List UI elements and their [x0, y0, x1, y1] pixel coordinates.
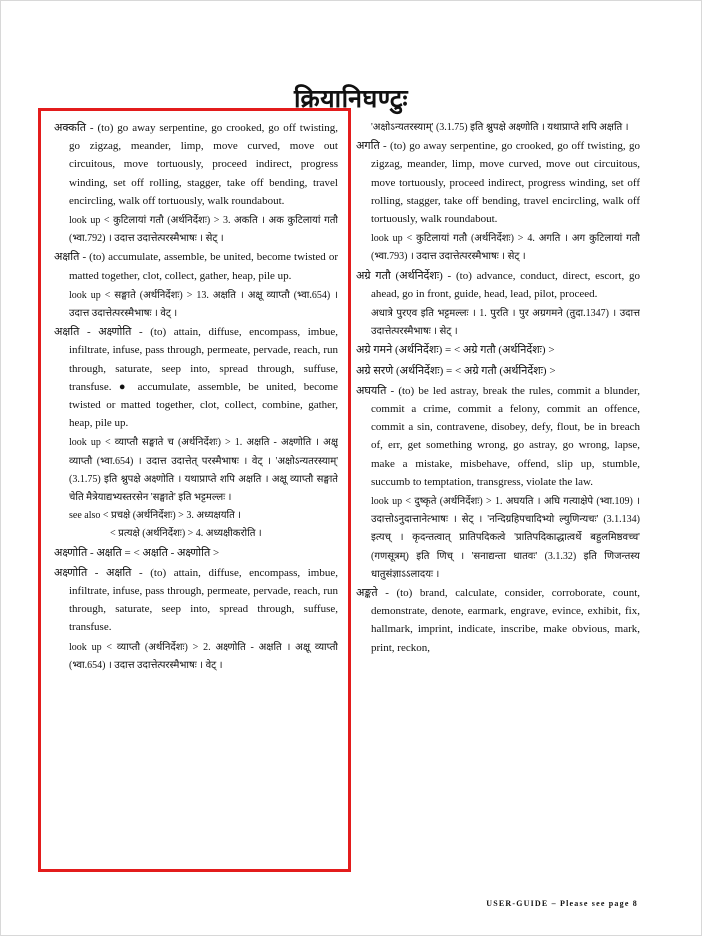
dictionary-entry: अग्रे सरणे (अर्थनिर्देशः) = < अग्रे गतौ (अर्थनिर्देशः) >: [356, 364, 556, 377]
reference-line: look up < कुटिलायां गतौ (अर्थनिर्देशः) > 4. अगति । अग कुटिलायां गतौ (भ्वा.793) । उदात्त उदात्तेत्परस्मैभाषः । सेट् ।: [371, 233, 640, 263]
dictionary-entry: अक्ष्णोति - अक्षति - (to) attain, diffuse, encompass, imbue, infiltrate, infuse, pass through, permeate, pervade, reach, run through, saturate, seep into, spread through, suffuse, transfuse.: [54, 566, 338, 634]
reference-line: < प्रत्यक्षे (अर्थनिर्देशः) > 4. अध्यक्षीकरोति ।: [110, 528, 262, 540]
dictionary-entry: अक्षति - अक्ष्णोति - (to) attain, diffuse, encompass, imbue, infiltrate, infuse, pass through, permeate, pervade, reach, run through, saturate, seep into, spread through, suffuse, transfuse. ● accumulate, assemble, be united, become twisted or matted together, clot, collect, combine, gather, heap, pile up.: [54, 326, 338, 430]
reference-line: look up < व्याप्तौ (अर्थनिर्देशः) > 2. अक्ष्णोति - अक्षति । अक्षू व्याप्तौ (भ्वा.654) । उदात्त उदात्तेत्परस्मैभाषः । वेट् ।: [69, 641, 338, 671]
left-column: [54, 119, 338, 865]
dictionary-entry: अघयति - (to) be led astray, break the rules, commit a blunder, commit a crime, commit a felony, commit an offence, commit a sin, contravene, disobey, defy, flout, be in breach of, err, get something wrong, go astray, go wrong, lapse, make a mistake, misbehave, offend, slip up, stumble, succumb to temptation, transgress, violate the law.: [356, 384, 640, 488]
reference-line: अधात्रे पुरएव इति भट्टमल्लः । 1. पुरति । पुर अग्रगमने (तुदा.1347) । उदात्त उदात्तेत्परस्मैभाषः । सेट् ।: [371, 308, 640, 338]
dictionary-entry: अङ्कते - (to) brand, calculate, consider, corroborate, count, demonstrate, denote, earmark, engrave, evince, exhibit, fix, hallmark, imprint, indicate, inscribe, make obvious, mark, print, reckon,: [356, 587, 640, 654]
dictionary-entry: अग्रे गतौ (अर्थनिर्देशः) - (to) advance, conduct, direct, escort, go ahead, go in front, guide, head, lead, pilot, proceed.: [356, 269, 640, 300]
reference-line: look up < कुटिलायां गतौ (अर्थनिर्देशः) > 3. अकति । अक कुटिलायां गतौ (भ्वा.792) । उदात्त उदात्तेत्परस्मैभाषः । सेट् ।: [69, 215, 338, 245]
reference-line: look up < व्याप्तौ सङ्घाते च (अर्थनिर्देशः) > 1. अक्षति - अक्ष्णोति । अक्षू व्याप्तौ (भ्वा.654) । उदात्त उदात्तेत् परस्मैभाषः । वेट् । 'अक्षोऽन्यतरस्याम्' (3.1.75) इति श्नुपक्षे अक्ष्णोति । यथाप्राप्ते शपि अक्षति । अक्षू व्याप्तौ सङ्घाते चेति मैत्रेयाद्यभ्यस्तरसेन 'सङ्घाते' इति भट्टमल्लः ।: [69, 437, 338, 504]
right-column: [356, 119, 640, 864]
dictionary-entry: अगति - (to) go away serpentine, go crooked, go off twisting, go zigzag, meander, limp, move curved, move out circuitous, move tortuously, proceed indirect, progress winding, set off rolling, stagger, take off bending, travel encircling, walk off tortuously, walk roundabout.: [356, 140, 640, 226]
dictionary-entry: अग्रे गमने (अर्थनिर्देशः) = < अग्रे गतौ (अर्थनिर्देशः) >: [356, 344, 555, 357]
dictionary-entry: अक्षति - (to) accumulate, assemble, be united, become twisted or matted together, clot, collect, gather, heap, pile up.: [54, 251, 338, 282]
dictionary-entry: अक्ष्णोति - अक्षति = < अक्षति - अक्ष्णोति >: [54, 546, 220, 559]
reference-line: see also < प्रचक्षे (अर्थनिर्देशः) > 3. अध्यक्षयति ।: [69, 510, 242, 522]
reference-line: 'अक्षोऽन्यतरस्याम्' (3.1.75) इति श्नुपक्षे अक्ष्णोति । यथाप्राप्ते शपि अक्षति ।: [371, 122, 629, 133]
page-title: क्रियानिघण्टुः: [293, 83, 409, 113]
reference-line: look up < सङ्घाते (अर्थनिर्देशः) > 13. अक्षति । अक्षू व्याप्तौ (भ्वा.654) । उदात्त उदात्तेत्परस्मैभाषः । वेट् ।: [69, 289, 338, 320]
dictionary-entry: अक्कति - (to) go away serpentine, go crooked, go off twisting, go zigzag, meander, limp, move curved, move out circuitous, move tortuously, proceed indirect, progress winding, set off rolling, stagger, take off bending, travel encircling, walk off tortuously, walk roundabout.: [54, 122, 338, 207]
reference-line: look up < दुष्कृते (अर्थनिर्देशः) > 1. अघयति । अघि गत्याक्षेपे (भ्वा.109) । उदात्तोऽनुदात्तानेत्भाषः । सेट् । 'नन्दिग्रहिपचादिभ्यो ल्युणिन्यचः' (3.1.134) इत्यच् । कृदन्तत्वात् प्रातिपदिकत्वे 'प्रातिपदिकाद्धात्वर्थे बहुलमिष्ठवच्च' (गणसूत्रम्) इति णिच् । 'सनाद्यन्ता धातवः' (3.1.32) इति णिजन्तस्य धातुसंज्ञाऽऽलादयः ।: [371, 496, 640, 580]
footer-user-guide: USER-GUIDE – Please see page 8: [486, 899, 638, 908]
